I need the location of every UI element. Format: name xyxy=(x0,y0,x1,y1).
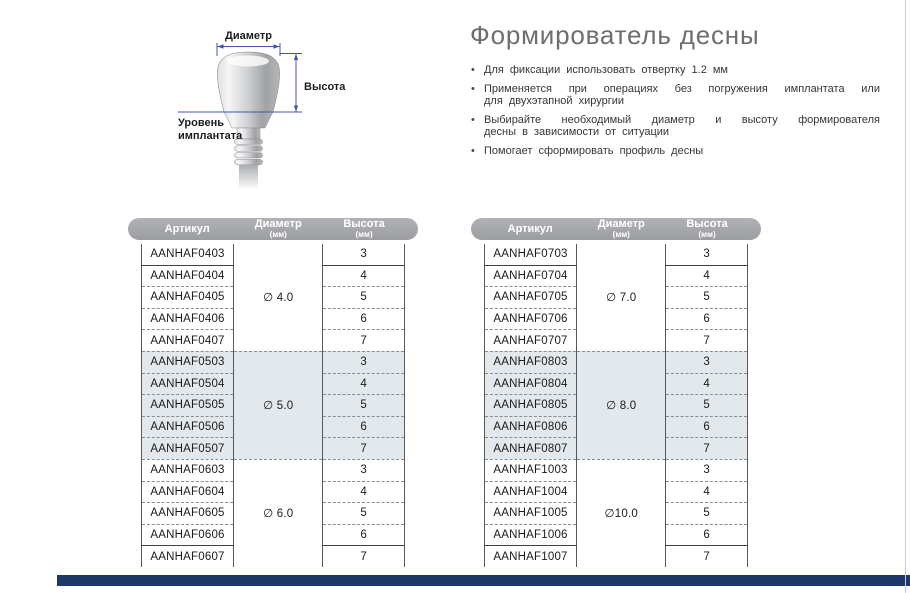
article-cell: AANHAF1007 xyxy=(485,546,577,567)
height-cell: 5 xyxy=(323,287,405,309)
article-cell: AANHAF0704 xyxy=(485,265,577,287)
height-cell: 6 xyxy=(666,524,748,546)
diameter-cell: ∅ 4.0 xyxy=(234,244,323,351)
column-header-unit: (мм) xyxy=(698,230,716,239)
column-header-label: Диаметр xyxy=(597,218,645,230)
column-header-label: Артикул xyxy=(507,222,553,235)
feature-bullet-line: десны в зависимости от ситуации xyxy=(484,126,670,138)
feature-bullet-line: для двухэтапной хирургии xyxy=(484,95,625,107)
article-cell: AANHAF0806 xyxy=(485,416,577,438)
column-header-diameter xyxy=(233,219,323,239)
article-cell: AANHAF0406 xyxy=(142,308,234,330)
diameter-group xyxy=(142,459,405,566)
height-cell: 7 xyxy=(666,546,748,567)
article-cell: AANHAF0807 xyxy=(485,438,577,460)
catalog-table-left xyxy=(128,218,418,567)
height-cell: 6 xyxy=(666,416,748,438)
feature-bullet-line: • Выбирайте необходимый диаметр и высоту формирователя xyxy=(484,114,880,126)
feature-bullet xyxy=(470,64,880,76)
height-cell: 4 xyxy=(323,373,405,395)
height-cell: 6 xyxy=(323,524,405,546)
table-header xyxy=(471,218,761,240)
diameter-cell: ∅ 6.0 xyxy=(263,508,294,521)
article-cell: AANHAF0507 xyxy=(142,438,234,460)
table-row xyxy=(142,351,405,373)
article-cell: AANHAF0804 xyxy=(485,373,577,395)
height-cell: 5 xyxy=(323,395,405,417)
footer-bar xyxy=(57,575,910,586)
height-cell: 3 xyxy=(666,459,748,481)
column-header-unit: (мм) xyxy=(612,230,630,239)
diameter-label: Диаметр xyxy=(225,30,272,42)
article-cell: AANHAF0405 xyxy=(142,287,234,309)
column-header-unit: (мм) xyxy=(269,230,287,239)
height-cell: 4 xyxy=(666,265,748,287)
healing-abutment-illustration xyxy=(120,12,450,207)
height-cell: 6 xyxy=(666,308,748,330)
feature-list xyxy=(470,64,880,164)
article-cell: AANHAF0505 xyxy=(142,395,234,417)
column-header-label: Высота xyxy=(343,218,385,230)
article-cell: AANHAF0506 xyxy=(142,416,234,438)
height-cell: 3 xyxy=(323,351,405,373)
article-cell: AANHAF0707 xyxy=(485,330,577,352)
height-cell: 6 xyxy=(323,416,405,438)
diameter-group xyxy=(485,459,748,566)
page-title: Формирователь десны xyxy=(470,20,760,50)
page-edge-line xyxy=(905,0,906,593)
table-row xyxy=(485,244,748,265)
height-cell: 3 xyxy=(666,244,748,265)
height-cell: 7 xyxy=(323,438,405,460)
feature-bullet xyxy=(470,114,880,138)
article-cell: AANHAF0805 xyxy=(485,395,577,417)
height-cell: 5 xyxy=(323,503,405,525)
feature-bullet-line: • Помогает сформировать профиль десны xyxy=(484,145,704,157)
diameter-group xyxy=(485,351,748,459)
article-cell: AANHAF0706 xyxy=(485,308,577,330)
catalog-table-right xyxy=(471,218,761,567)
height-cell: 7 xyxy=(323,330,405,352)
feature-bullet xyxy=(470,145,880,157)
implant-body-icon xyxy=(217,52,279,190)
article-cell: AANHAF0503 xyxy=(142,351,234,373)
article-cell: AANHAF0606 xyxy=(142,524,234,546)
height-cell: 7 xyxy=(666,330,748,352)
implant-level-label-line1: Уровень xyxy=(178,117,225,129)
article-cell: AANHAF1006 xyxy=(485,524,577,546)
height-cell: 4 xyxy=(666,481,748,503)
height-cell: 5 xyxy=(666,287,748,309)
article-cell: AANHAF0703 xyxy=(485,244,577,265)
height-cell: 4 xyxy=(666,373,748,395)
table-header xyxy=(128,218,418,240)
article-cell: AANHAF1003 xyxy=(485,459,577,481)
height-cell: 6 xyxy=(323,308,405,330)
feature-bullet-line: • Для фиксации использовать отвертку 1.2 мм xyxy=(484,64,728,76)
column-header-article xyxy=(484,224,576,235)
article-cell: AANHAF1004 xyxy=(485,481,577,503)
height-cell: 4 xyxy=(323,265,405,287)
height-cell: 5 xyxy=(666,395,748,417)
column-header-height xyxy=(666,219,748,239)
column-header-label: Артикул xyxy=(164,222,210,235)
article-cell: AANHAF0705 xyxy=(485,287,577,309)
article-cell: AANHAF0603 xyxy=(142,459,234,481)
feature-bullet-line: • Применяется при операциях без погружения имплантата или xyxy=(484,83,880,95)
article-table xyxy=(484,244,748,567)
article-cell: AANHAF0803 xyxy=(485,351,577,373)
table-row xyxy=(485,351,748,373)
column-header-article xyxy=(141,224,233,235)
implant-level-label-line2: имплантата xyxy=(178,130,243,142)
column-header-unit: (мм) xyxy=(355,230,373,239)
table-row xyxy=(485,459,748,481)
column-header-height xyxy=(323,219,405,239)
height-label: Высота xyxy=(304,81,346,93)
article-cell: AANHAF0404 xyxy=(142,265,234,287)
height-cell: 7 xyxy=(323,546,405,567)
height-cell: 4 xyxy=(323,481,405,503)
diameter-group xyxy=(485,244,748,351)
height-cell: 3 xyxy=(323,459,405,481)
height-cell: 7 xyxy=(666,438,748,460)
height-cell: 5 xyxy=(666,503,748,525)
article-cell: AANHAF0604 xyxy=(142,481,234,503)
article-cell: AANHAF0407 xyxy=(142,330,234,352)
article-cell: AANHAF0504 xyxy=(142,373,234,395)
diameter-cell: ∅10.0 xyxy=(604,508,638,521)
diameter-group xyxy=(142,244,405,351)
diameter-cell: ∅ 5.0 xyxy=(234,351,323,459)
article-cell: AANHAF0605 xyxy=(142,503,234,525)
height-cell: 3 xyxy=(323,244,405,265)
diameter-cell: ∅ 7.0 xyxy=(577,244,666,351)
diameter-cell: ∅ 8.0 xyxy=(577,351,666,459)
article-cell: AANHAF0403 xyxy=(142,244,234,265)
column-header-label: Диаметр xyxy=(254,218,302,230)
article-cell: AANHAF0607 xyxy=(142,546,234,567)
column-header-diameter xyxy=(576,219,666,239)
height-dimension-line xyxy=(280,54,302,113)
table-row xyxy=(142,459,405,481)
column-header-label: Высота xyxy=(686,218,728,230)
article-table xyxy=(141,244,405,567)
diameter-group xyxy=(142,351,405,459)
height-cell: 3 xyxy=(666,351,748,373)
table-row xyxy=(142,244,405,265)
article-cell: AANHAF1005 xyxy=(485,503,577,525)
feature-bullet xyxy=(470,83,880,107)
product-diagram xyxy=(120,12,450,207)
